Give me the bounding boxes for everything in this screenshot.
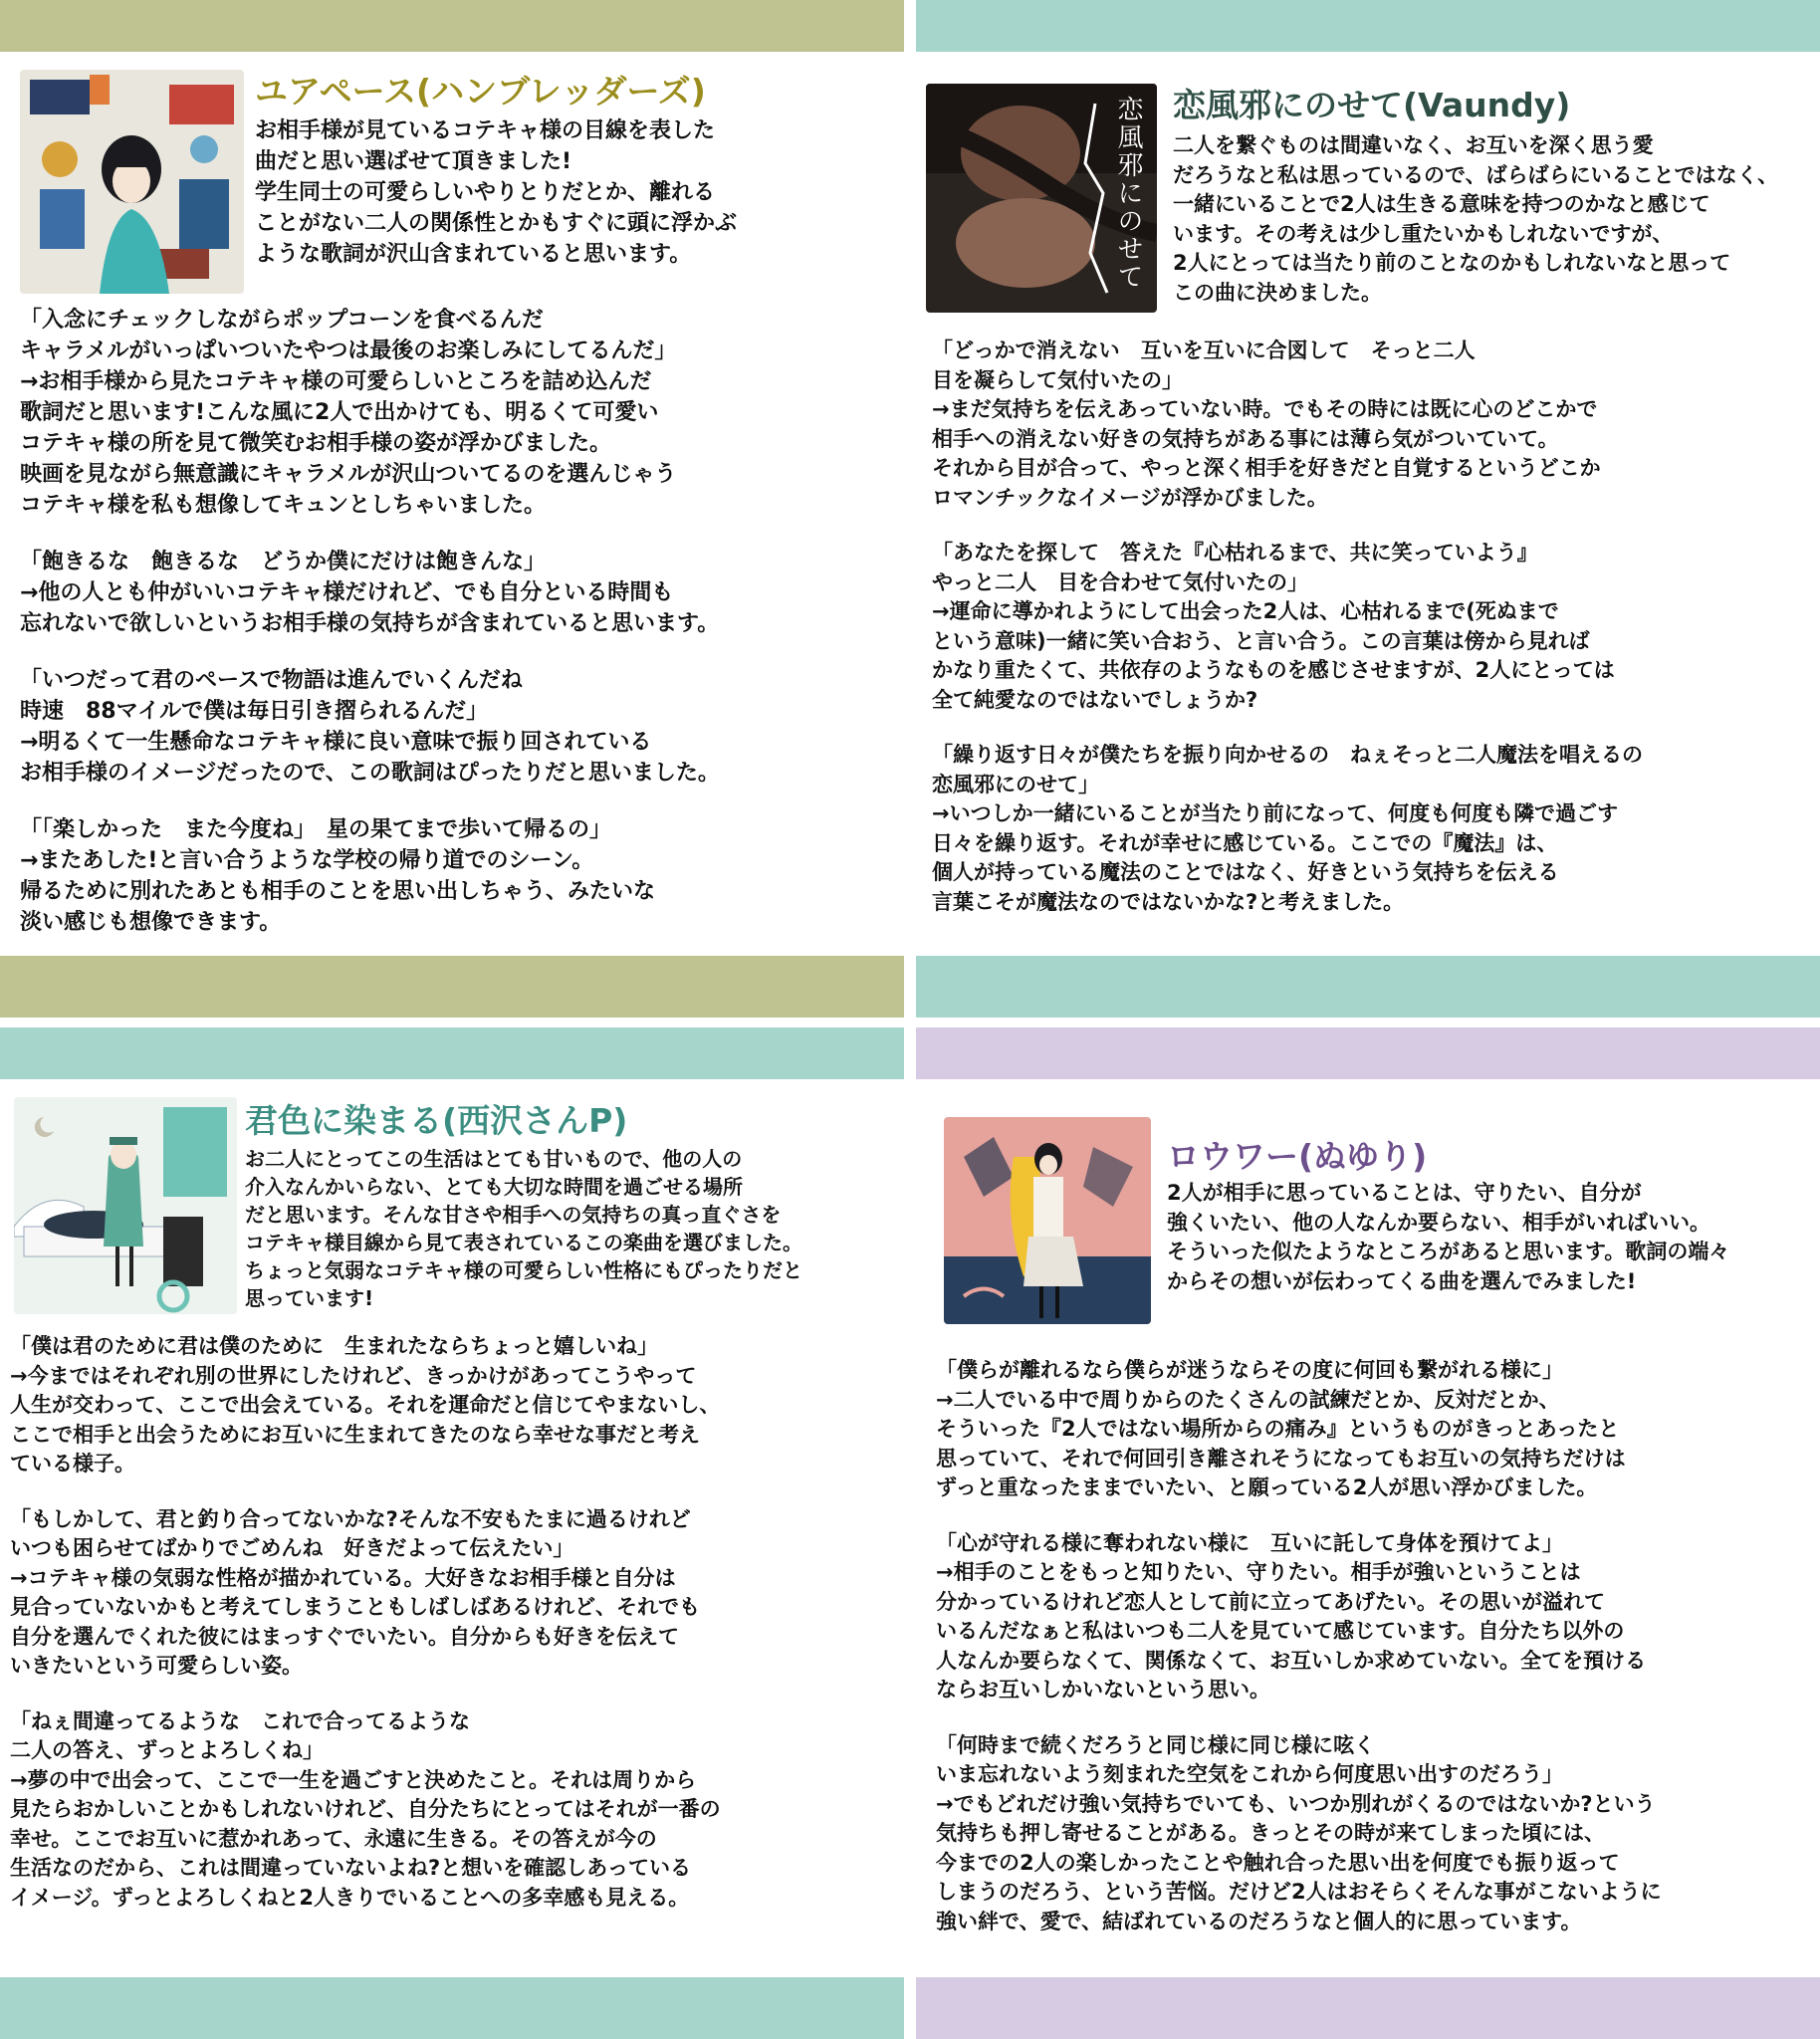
top-band [0,1027,904,1079]
bottom-band [0,956,904,1018]
comment-line: →またあした!と言い合うような学校の帰り道でのシーン。 [20,848,594,873]
intro-line: お二人にとってこの生活はとても甘いもので、他の人の [245,1147,743,1171]
song-title: 恋風邪にのせて(Vaundy) [1173,86,1571,124]
comment-line: →夢の中で出会って、ここで一生を過ごすと決めたこと。それは周りから [10,1767,697,1792]
song-title: ロウワー(ぬゆり) [1167,1137,1428,1176]
comment-line: いきたいという可愛らしい姿。 [10,1654,303,1678]
intro-line: 一緒にいることで2人は生きる意味を持つのかなと感じて [1173,192,1710,216]
lyric-line: 「もしかして、君と釣り合ってないかな?そんな不安もたまに過るけれど [10,1506,691,1531]
comment-line: ている様子。 [10,1452,135,1475]
comment-line: そういった『2人ではない場所からの痛み』というものがきっとあったと [936,1417,1620,1441]
lyric-line: 恋風邪にのせて」 [932,772,1099,796]
comment-line: 気持ちも押し寄せることがある。きっとその時が来てしまった頃には、 [936,1821,1605,1845]
comment-line: →二人でいる中で周りからのたくさんの試練だとか、反対だとか、 [936,1387,1560,1412]
comment-line: ロマンチックなイメージが浮かびました。 [932,485,1328,510]
comment-line: 今までの2人の楽しかったことや触れ合った思い出を何度でも振り返って [936,1850,1620,1875]
lyric-section [10,1505,721,1682]
comment-line: コテキャ様の所を見て微笑むお相手様の姿が浮かびました。 [20,431,612,456]
comment-line: →でもどれだけ強い気持ちでいても、いつか別れがくるのではないか?という [936,1791,1656,1816]
comment-line: 自分を選んでくれた彼にはまっすぐでいたい。自分からも好きを伝えて [10,1624,679,1649]
lyric-section [20,814,720,938]
comment-line: →明るくて一生懸命なコテキャ様に良い意味で振り回されている [20,730,652,755]
song-intro [1167,1179,1729,1296]
intro-line: 学生同士の可愛らしいやりとりだとか、離れる [255,180,716,205]
lyric-section [20,305,720,521]
comment-line: →今まではそれぞれ別の世界にしたけれど、きっかけがあってこうやって [10,1363,697,1388]
lyric-section [932,741,1643,917]
comment-line: お相手様のイメージだったので、この歌詞はぴったりだと思いました。 [20,761,720,786]
intro-line: 2人が相手に思っていることは、守りたい、自分が [1167,1181,1642,1205]
comment-line: かなり重たくて、共依存のようなものを感じさせますが、2人にとっては [932,658,1615,682]
comment-line: 歌詞だと思います!こんな風に2人で出かけても、明るくて可愛い [20,400,659,425]
intro-line: います。その考えは少し重たいかもしれないですが、 [1173,221,1674,246]
lyric-line: 「僕らが離れるなら僕らが迷うならその度に何回も繋がれる様に」 [936,1358,1563,1382]
intro-line: だろうなと私は思っているので、ばらばらにいることではなく、 [1173,162,1779,187]
comment-line: 忘れないで欲しいというお相手様の気持ちが含まれていると思います。 [20,611,720,636]
lyric-line: 「繰り返す日々が僕たちを振り向かせるの ねぇそっと二人魔法を唱えるの [932,743,1643,767]
album-art-text: 恋風邪にのせて [1113,96,1143,291]
lyric-line: 時速 88マイルで僕は毎日引き摺られるんだ」 [20,699,489,724]
comment-line: しまうのだろう、という苦悩。だけど2人はおそらくそんな事がこないように [936,1880,1662,1904]
lyric-line: いま忘れないよう刻まれた空気をこれから何度思い出すのだろう」 [936,1762,1563,1786]
album-art-kimiiro [14,1097,237,1314]
lyric-line: 「何時まで続くだろうと同じ様に同じ様に呟く [936,1732,1375,1757]
comment-line: イメージ。ずっとよろしくねと2人きりでいることへの多幸感も見える。 [10,1885,690,1910]
comment-line: 人なんか要らなくて、関係なくて、お互いしか求めていない。全てを預ける [936,1648,1647,1673]
lyric-line: キャラメルがいっぱいついたやつは最後のお楽しみにしてるんだ」 [20,339,677,363]
intro-line: からその想いが伝わってくる曲を選んでみました! [1167,1268,1637,1293]
lyric-line: 「入念にチェックしながらポップコーンを食べるんだ [20,308,544,333]
lyric-line: 「ねぇ間違ってるような これで合ってるような [10,1708,470,1733]
comment-line: →いつしか一緒にいることが当たり前になって、何度も何度も隣で過ごす [932,801,1619,825]
lyric-sections [20,305,720,964]
song-title: ユアペース(ハンブレッダーズ) [255,72,706,111]
album-art-your-pace [20,70,244,294]
comment-line: 見たらおかしいことかもしれないけれど、自分たちにとってはそれが一番の [10,1797,721,1821]
comment-line: 思っていて、それで何回引き離されそうになってもお互いの気持ちだけは [936,1446,1626,1471]
comment-line: 幸せ。ここでお互いに惹かれあって、永遠に生きる。その答えが今の [10,1826,657,1851]
album-art-koikaze [926,84,1157,313]
comment-line: 人生が交わって、ここで出会えている。それを運命だと信じてやまないし、 [10,1393,721,1417]
lyric-section [932,539,1643,715]
comment-line: 言葉こそが魔法なのではないかな?と考えました。 [932,889,1405,914]
lyric-line: 目を凝らして気付いたの」 [932,367,1183,392]
intro-line: コテキャ様目線から見て表されているこの楽曲を選びました。 [245,1231,802,1254]
lyric-line: 「心が守れる様に奪われない様に 互いに託して身体を預けてよ」 [936,1530,1563,1555]
bottom-band [916,1977,1820,2039]
lyric-sections [932,337,1643,943]
lyric-line: 「いつだって君のペースで物語は進んでいくんだね [20,668,523,693]
lyric-section [936,1356,1662,1503]
intro-line: ことがない二人の関係性とかもすぐに頭に浮かぶ [255,211,738,236]
comment-line: →運命に導かれようにして出会った2人は、心枯れるまで(死ぬまで [932,599,1559,623]
lyric-line: やっと二人 目を合わせて気付いたの」 [932,569,1308,594]
bottom-band [0,1977,904,2039]
comment-line: 全て純愛なのではないでしょうか? [932,687,1258,712]
intro-line: だと思います。そんな甘さや相手への気持ちの真っ直ぐさを [245,1203,782,1227]
intro-line: 思っています! [245,1286,374,1310]
comment-line: →相手のことをもっと知りたい、守りたい。相手が強いということは [936,1560,1581,1584]
intro-line: お相手様が見ているコテキャ様の目線を表した [255,118,716,143]
lyric-section [10,1332,721,1479]
top-band [916,1027,1820,1079]
comment-line: 個人が持っている魔法のことではなく、好きという気持ちを伝える [932,860,1559,884]
comment-line: →他の人とも仲がいいコテキャ様だけれど、でも自分といる時間も [20,580,674,605]
comment-line: 見合っていないかもと考えてしまうこともしばしばあるけれど、それでも [10,1595,700,1619]
comment-line: コテキャ様を私も想像してキュンとしちゃいました。 [20,493,547,518]
intro-line: ような歌詞が沢山含まれていると思います。 [255,242,692,267]
lyric-sections [936,1356,1662,1962]
song-title: 君色に染まる(西沢さんP) [245,1101,628,1140]
comment-line: 日々を繰り返す。それが幸せに感じている。ここでの『魔法』は、 [932,830,1558,855]
lyric-line: 「僕は君のために君は僕のために 生まれたならちょっと嬉しいね」 [10,1334,658,1358]
comment-line: →お相手様から見たコテキャ様の可愛らしいところを詰め込んだ [20,369,652,394]
comment-line: →コテキャ様の気弱な性格が描かれている。大好きなお相手様と自分は [10,1565,676,1590]
intro-line: ちょっと気弱なコテキャ様の可愛らしい性格にもぴったりだと [245,1258,802,1282]
intro-line: 2人にとっては当たり前のことなのかもしれないなと思って [1173,251,1731,275]
comment-line: 分かっているけれど恋人として前に立ってあげたい。その思いが溢れて [936,1589,1605,1614]
bottom-band [916,956,1820,1018]
lyric-section [936,1529,1662,1705]
comment-line: ここで相手と出会うためにお互いに生まれてきたのなら幸せな事だと考え [10,1422,700,1447]
intro-line: 二人を繋ぐものは間違いなく、お互いを深く思う愛 [1173,133,1654,157]
comment-line: ならお互いしかいないという思い。 [936,1678,1270,1701]
comment-line: いるんだなぁと私はいつも二人を見ていて感じています。自分たち以外の [936,1619,1625,1643]
comment-line: →まだ気持ちを伝えあっていない時。でもその時には既に心のどこかで [932,397,1598,421]
lyric-line: 二人の答え、ずっとよろしくね」 [10,1738,324,1762]
lyric-line: 「あなたを探して 答えた『心枯れるまで、共に笑っていよう』 [932,541,1538,565]
lyric-section [20,665,720,789]
intro-line: 曲だと思い選ばせて頂きました! [255,149,572,174]
song-panel-3 [0,1027,904,2039]
lyric-line: 「飽きるな 飽きるな どうか僕にだけは飽きんな」 [20,550,547,574]
lyric-section [936,1731,1662,1937]
lyric-section [932,337,1643,513]
song-intro [255,115,737,270]
comment-line: 帰るために別れたあとも相手のことを思い出しちゃう、みたいな [20,879,656,904]
comment-line: 強い絆で、愛で、結ばれているのだろうなと個人的に思っています。 [936,1909,1582,1933]
comment-line: 映画を見ながら無意識にキャラメルが沢山ついてるのを選んじゃう [20,462,677,487]
comment-line: 相手への消えない好きの気持ちがある事には薄ら気がついていて。 [932,426,1559,451]
comment-line: それから目が合って、やっと深く相手を好きだと自覚するというどこか [932,456,1601,480]
intro-line: 介入なんかいらない、とても大切な時間を過ごせる場所 [245,1175,743,1199]
lyric-line: 「「楽しかった また今度ね」 星の果てまで歩いて帰るの」 [20,817,612,842]
lyric-section [20,547,720,639]
comment-line: ずっと重なったままでいたい、と願っている2人が思い浮かびました。 [936,1475,1598,1499]
song-intro [245,1145,802,1312]
lyric-sections [10,1332,721,1938]
comment-line: 生活なのだから、これは間違っていないよね?と想いを確認しあっている [10,1856,691,1880]
top-band [0,0,904,52]
top-band [916,0,1820,52]
song-intro [1173,131,1778,308]
lyric-section [10,1707,721,1914]
comment-line: 淡い感じも想像できます。 [20,910,282,935]
song-panel-4 [916,1027,1820,2039]
intro-line: そういった似たようなところがあると思います。歌詞の端々 [1167,1240,1730,1263]
lyric-line: 「どっかで消えない 互いを互いに合図して そっと二人 [932,339,1476,362]
comment-line: という意味)一緒に笑い合おう、と言い合う。この言葉は傍から見れば [932,628,1590,653]
intro-line: この曲に決めました。 [1173,280,1382,305]
album-art-lower [944,1117,1151,1324]
lyric-line: いつも困らせてばかりでごめんね 好きだよって伝えたい」 [10,1536,574,1560]
song-panel-2 [916,0,1820,1018]
song-panel-1 [0,0,904,1018]
intro-line: 強くいたい、他の人なんか要らない、相手がいればいい。 [1167,1210,1710,1235]
